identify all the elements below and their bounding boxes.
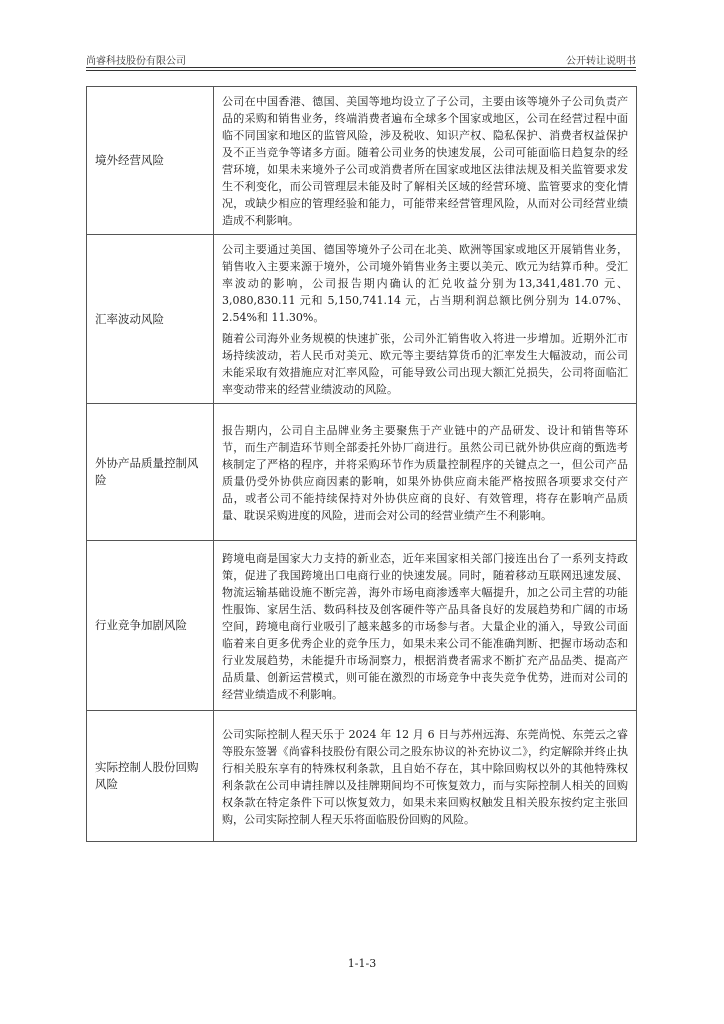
risk-name: 实际控制人股份回购风险	[87, 711, 214, 842]
risk-row	[87, 87, 637, 235]
risk-description	[214, 87, 637, 235]
risk-name: 汇率波动风险	[87, 235, 214, 404]
risk-description	[214, 235, 637, 404]
risk-paragraph: 跨境电商是国家大力支持的新业态，近年来国家相关部门接连出台了一系列支持政策，促进了我国跨境出口电商行业的快速发展。同时，随着移动互联网迅速发展、物流运输基础设施不断完善，海外市场电商渗透率大幅提升，加之公司主营的功能性服饰、家居生活、数码科技及创客硬件等产品具备良好的发展趋势和广阔的市场空间，跨境电商行业吸引了越来越多的市场参与者。大量企业的涌入，导致公司面临着来自更多优秀企业的竞争压力，如果未来公司不能准确判断、把握市场动态和行业发展趋势，未能提升市场洞察力，根据消费者需求不断扩充产品品类、提高产品质量、创新运营模式，则可能在激烈的市场竞争中丧失竞争优势，进而对公司的经营业绩造成不利影响。	[222, 551, 628, 701]
risk-description	[214, 541, 637, 711]
risk-paragraph: 公司实际控制人程天乐于 2024 年 12 月 6 日与苏州远海、东莞尚悦、东莞云之睿等股东签署《尚睿科技股份有限公司之股东协议的补充协议二》，约定解除并终止执行相关股东享有的特殊权利条款，且自始不存在，其中除回购权以外的其他特殊权利条款在公司申请挂牌以及挂牌期间均不可恢复效力，而与实际控制人相关的回购权条款在特定条件下可以恢复效力，如果未来回购权触发且相关股东按约定主张回购，公司实际控制人程天乐将面临股份回购的风险。	[222, 727, 628, 826]
risk-name: 境外经营风险	[87, 87, 214, 235]
risk-paragraph: 随着公司海外业务规模的快速扩张，公司外汇销售收入将进一步增加。近期外汇市场持续波动，若人民币对美元、欧元等主要结算货币的汇率发生大幅波动，而公司未能采取有效措施应对汇率风险，可能导致公司出现大额汇兑损失，公司将面临汇率变动带来的经营业绩波动的风险。	[222, 332, 628, 396]
risk-name: 行业竞争加剧风险	[87, 541, 214, 711]
header-rule-thick	[86, 67, 636, 68]
risk-paragraph: 公司主要通过美国、德国等境外子公司在北美、欧洲等国家或地区开展销售业务，销售收入主要来源于境外，公司境外销售业务主要以美元、欧元为结算币种。受汇率波动的影响，公司报告期内确认的汇兑收益分别为13,341,481.70 元、3,080,830.11 元和 5,150,741.14 元，占当期利润总额比例分别为 14.07%、2.54%和 11.30%。	[222, 243, 628, 324]
risk-paragraph: 公司在中国香港、德国、美国等地均设立了子公司，主要由该等境外子公司负责产品的采购和销售业务，终端消费者遍布全球多个国家或地区，公司在经营过程中面临不同国家和地区的监管风险，涉及税收、知识产权、隐私保护、消费者权益保护及不正当竞争等诸多方面。随着公司业务的快速发展，公司可能面临日趋复杂的经营环境，如果未来境外子公司或消费者所在国家或地区法律法规及相关监管要求发生不利变化，而公司管理层未能及时了解相关区域的经营环境、监管要求的变化情况，或缺少相应的管理经验和能力，可能带来经营管理风险，从而对公司经营业绩造成不利影响。	[222, 95, 628, 227]
page-number: 1-1-3	[347, 957, 377, 970]
risk-row	[87, 235, 637, 404]
risk-row	[87, 541, 637, 711]
risk-row	[87, 711, 637, 842]
risk-row	[87, 404, 637, 541]
risk-name: 外协产品质量控制风险	[87, 404, 214, 541]
risk-paragraph: 报告期内，公司自主品牌业务主要聚焦于产业链中的产品研发、设计和销售等环节，而生产制造环节则全部委托外协厂商进行。虽然公司已就外协供应商的甄选考核制定了严格的程序，并将采购环节作为质量控制程序的关键点之一，但公司产品质量仍受外协供应商因素的影响，如果外协供应商未能严格按照各项要求交付产品，或者公司不能持续保持对外协供应商的良好、有效管理，将存在影响产品质量、耽误采购进度的风险，进而会对公司的经营业绩产生不利影响。	[222, 423, 628, 522]
header-document-type: 公开转让说明书	[566, 56, 636, 67]
risk-description	[214, 711, 637, 842]
risk-table	[86, 86, 637, 842]
header-company-name: 尚睿科技股份有限公司	[86, 56, 186, 67]
risk-description	[214, 404, 637, 541]
header-rule-thin	[86, 70, 636, 71]
risk-table-body	[87, 87, 637, 842]
page-header	[86, 50, 636, 68]
